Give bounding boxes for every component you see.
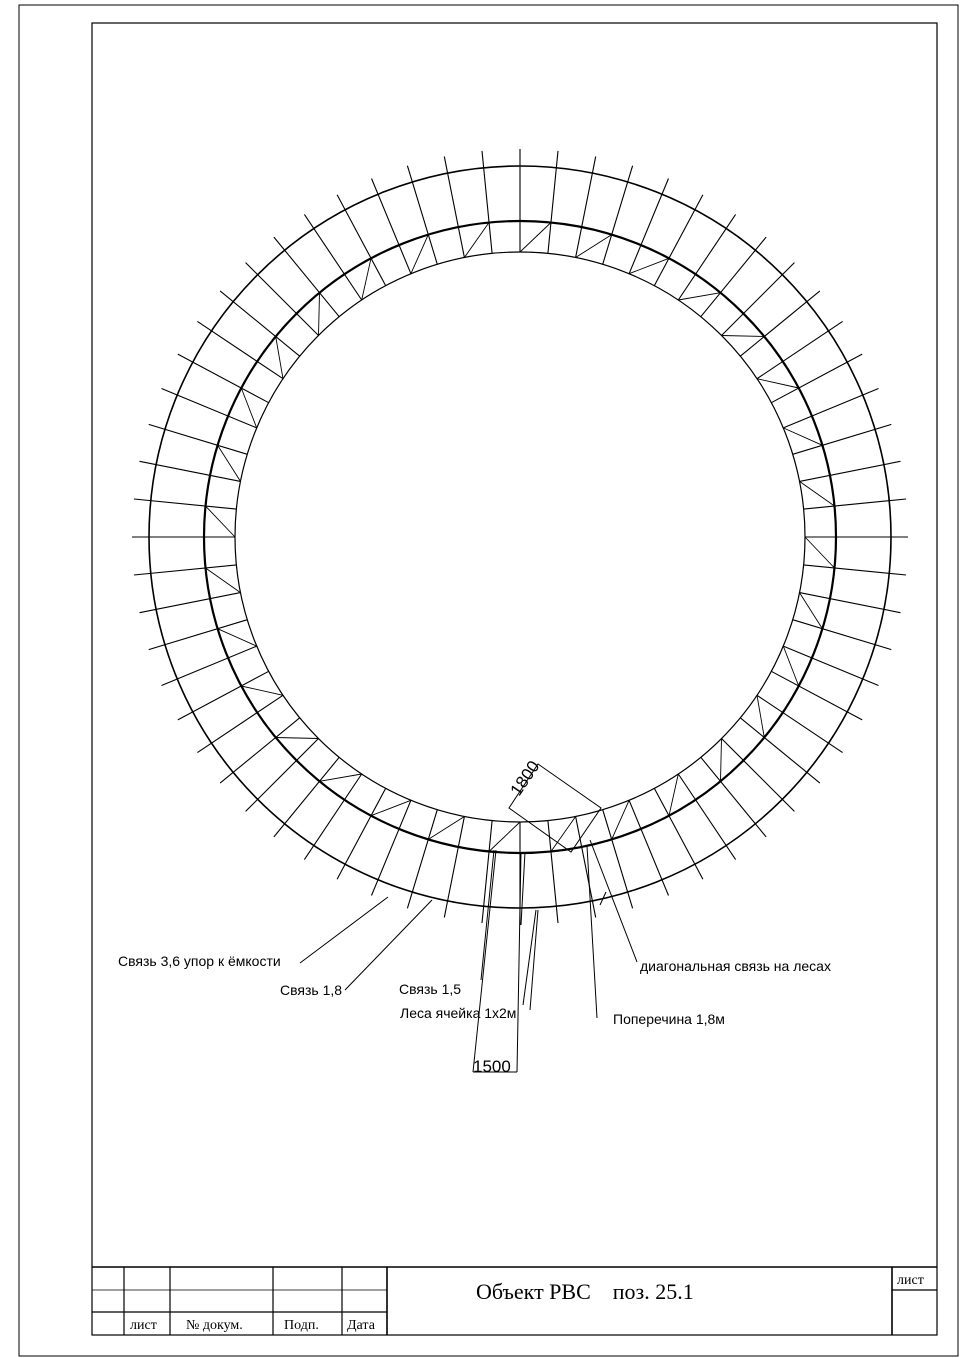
radial-crossbar bbox=[337, 788, 386, 879]
diagonal-brace bbox=[489, 822, 520, 852]
diagonal-brace bbox=[722, 336, 765, 337]
radial-crossbar bbox=[178, 671, 269, 720]
diagonal-brace bbox=[319, 293, 320, 336]
diagonal-brace bbox=[241, 686, 283, 695]
radial-crossbar bbox=[804, 499, 907, 509]
radial-crossbar bbox=[783, 646, 878, 685]
radial-crossbar bbox=[149, 620, 248, 650]
radial-crossbar bbox=[722, 739, 795, 812]
sheet-border bbox=[19, 5, 958, 1356]
radial-crossbar bbox=[482, 821, 492, 924]
title-object: Объект РВС поз. 25.1 bbox=[476, 1279, 694, 1304]
radial-crossbar bbox=[757, 695, 843, 752]
diagonal-brace bbox=[362, 258, 371, 300]
diagonal-brace bbox=[520, 223, 551, 253]
callout-poperechina: Поперечина 1,8м bbox=[613, 1011, 725, 1027]
radial-crossbar bbox=[134, 565, 237, 575]
diagonal-brace bbox=[721, 739, 722, 782]
drawing-frame bbox=[92, 23, 937, 1335]
radial-crossbar bbox=[548, 151, 558, 254]
radial-crossbar bbox=[372, 800, 411, 895]
col-doc: № докум. bbox=[186, 1318, 243, 1333]
radial-crossbar bbox=[757, 321, 843, 378]
diagonal-brace bbox=[464, 223, 489, 258]
diagonal-brace bbox=[320, 774, 362, 781]
radial-crossbar bbox=[407, 810, 437, 909]
radial-crossbar bbox=[678, 774, 735, 860]
radial-crossbar bbox=[178, 354, 269, 403]
radial-crossbar bbox=[629, 179, 668, 274]
dimension-1500-label: 1500 bbox=[473, 1057, 511, 1076]
radial-crossbar bbox=[197, 695, 283, 752]
radial-crossbar bbox=[722, 263, 795, 336]
radial-crossbar bbox=[771, 671, 862, 720]
callout-svyaz-1-8: Связь 1,8 bbox=[280, 982, 343, 998]
radial-crossbar bbox=[804, 565, 907, 575]
callout-svyaz-1-5: Связь 1,5 bbox=[399, 981, 462, 997]
radial-crossbar bbox=[162, 646, 257, 685]
diagonal-brace bbox=[805, 537, 835, 568]
callout-diagonal: диагональная связь на лесах bbox=[640, 958, 831, 974]
radial-crossbar bbox=[793, 620, 892, 650]
radial-crossbar bbox=[603, 810, 633, 909]
radial-crossbar bbox=[654, 788, 703, 879]
diagonal-brace bbox=[276, 738, 319, 739]
diagonal-brace bbox=[757, 379, 799, 388]
radial-crossbar bbox=[162, 389, 257, 428]
radial-crossbar bbox=[771, 354, 862, 403]
radial-crossbar bbox=[304, 774, 361, 860]
diagonal-brace bbox=[800, 481, 835, 506]
callout-svyaz-3-6: Связь 3,6 упор к ёмкости bbox=[118, 953, 281, 969]
radial-crossbar bbox=[629, 800, 668, 895]
radial-crossbar bbox=[149, 424, 248, 454]
radial-crossbar bbox=[372, 179, 411, 274]
radial-crossbar bbox=[783, 389, 878, 428]
title-sheet: лист bbox=[897, 1273, 924, 1288]
dimension-1800-label: 1800 bbox=[506, 757, 544, 800]
diagonal-brace bbox=[276, 337, 283, 379]
radial-crossbar bbox=[197, 321, 283, 378]
diagonal-brace bbox=[757, 695, 764, 737]
radial-crossbar bbox=[304, 214, 361, 300]
radial-crossbar bbox=[548, 821, 558, 924]
radial-crossbar bbox=[337, 195, 386, 286]
radial-crossbar bbox=[246, 739, 319, 812]
radial-crossbar bbox=[407, 166, 437, 265]
diagonal-brace bbox=[206, 568, 241, 593]
diagonal-brace bbox=[206, 506, 236, 537]
radial-crossbar bbox=[678, 214, 735, 300]
scaffold-ring bbox=[132, 149, 908, 925]
col-date: Дата bbox=[347, 1318, 375, 1333]
diagonal-brace bbox=[669, 774, 678, 816]
diagonal-brace bbox=[678, 293, 720, 300]
col-sign: Подп. bbox=[284, 1318, 319, 1333]
dimension-1500 bbox=[473, 850, 538, 1072]
radial-crossbar bbox=[793, 424, 892, 454]
radial-crossbar bbox=[482, 151, 492, 254]
radial-crossbar bbox=[654, 195, 703, 286]
radial-crossbar bbox=[246, 263, 319, 336]
tank-wall-circle bbox=[235, 252, 805, 822]
radial-crossbar bbox=[603, 166, 633, 265]
col-sheet: лист bbox=[130, 1318, 157, 1333]
callout-lesa-cell: Леса ячейка 1х2м bbox=[400, 1005, 517, 1021]
radial-crossbar bbox=[134, 499, 237, 509]
dimension-1800 bbox=[507, 757, 601, 852]
